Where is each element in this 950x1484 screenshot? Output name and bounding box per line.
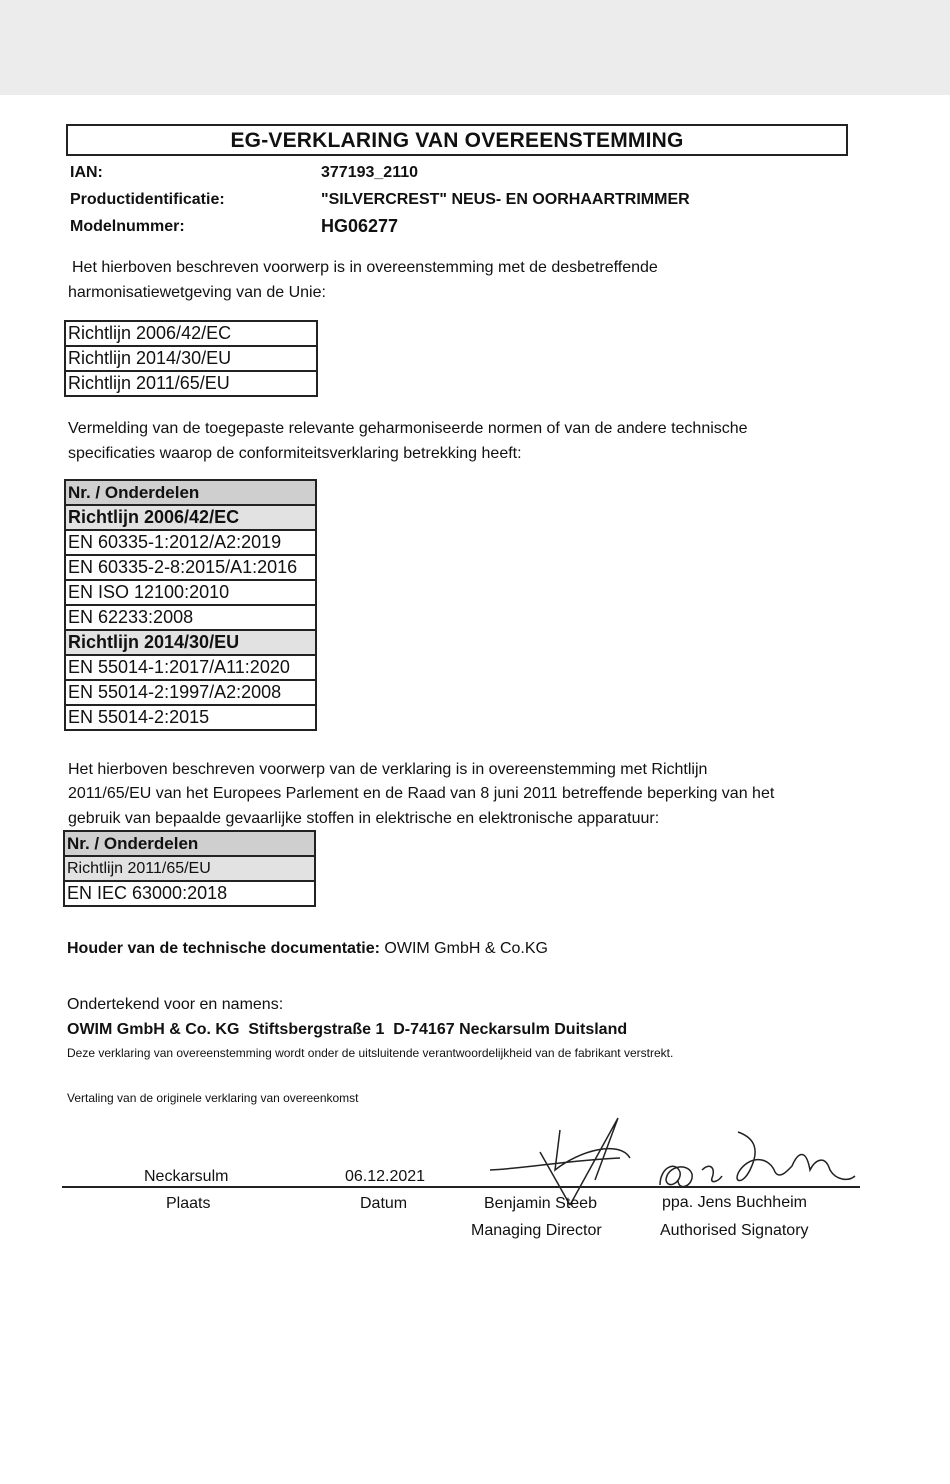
date-value: 06.12.2021 xyxy=(345,1168,426,1185)
model-number-value: HG06277 xyxy=(321,216,399,236)
rohs-standard-cell: EN IEC 63000:2018 xyxy=(64,881,315,906)
model-number-label: Modelnummer: xyxy=(70,218,185,235)
standard-cell: EN 55014-2:2015 xyxy=(65,705,316,730)
standard-cell: EN ISO 12100:2010 xyxy=(65,580,316,605)
standard-cell: EN 62233:2008 xyxy=(65,605,316,630)
rohs-intro-line-3: gebruik van bepaalde gevaarlijke stoffen in elektrische en elektronische apparatuur: xyxy=(68,810,660,827)
standard-cell: EN 60335-2-8:2015/A1:2016 xyxy=(65,555,316,580)
signer2-role: Authorised Signatory xyxy=(660,1222,809,1239)
holder-line xyxy=(67,940,548,958)
directive-cell: Richtlijn 2014/30/EU xyxy=(65,346,317,371)
translation-note: Vertaling van de originele verklaring van overeenkomst xyxy=(67,1091,359,1105)
directives-table xyxy=(64,320,318,397)
standards-intro-line-2: specificaties waarop de conformiteitsverklaring betrekking heeft: xyxy=(68,445,522,462)
standards-intro-line-1: Vermelding van de toegepaste relevante geharmoniseerde normen of van de andere technische xyxy=(68,420,748,437)
holder-value: OWIM GmbH & Co.KG xyxy=(379,940,548,957)
standards-table xyxy=(64,479,317,731)
standard-cell: EN 55014-1:2017/A11:2020 xyxy=(65,655,316,680)
rohs-header-cell: Nr. / Onderdelen xyxy=(64,831,315,856)
place-label: Plaats xyxy=(166,1195,211,1212)
standard-cell: EN 55014-2:1997/A2:2008 xyxy=(65,680,316,705)
document-title: EG-VERKLARING VAN OVEREENSTEMMING xyxy=(66,124,848,156)
company-line: OWIM GmbH & Co. KG Stiftsbergstraße 1 D-74167 Neckarsulm Duitsland xyxy=(67,1021,628,1038)
signer1-name: Benjamin Steeb xyxy=(484,1195,597,1212)
ian-value: 377193_2110 xyxy=(321,164,418,181)
standards-directive-cell: Richtlijn 2014/30/EU xyxy=(65,630,316,655)
signed-on-behalf: Ondertekend voor en namens: xyxy=(67,996,284,1013)
standard-cell: EN 60335-1:2012/A2:2019 xyxy=(65,530,316,555)
product-id-label: Productidentificatie: xyxy=(70,191,225,208)
signature-line xyxy=(62,1186,860,1188)
product-id-value: "SILVERCREST" NEUS- EN OORHAARTRIMMER xyxy=(321,191,690,208)
rohs-intro-line-2: 2011/65/EU van het Europees Parlement en de Raad van 8 juni 2011 betreffende beperking van het xyxy=(68,785,775,802)
ian-label: IAN: xyxy=(70,164,103,181)
rohs-directive-cell: Richtlijn 2011/65/EU xyxy=(64,856,315,881)
standards-directive-cell: Richtlijn 2006/42/EC xyxy=(65,505,316,530)
rohs-intro-line-1: Het hierboven beschreven voorwerp van de verklaring is in overeenstemming met Richtlijn xyxy=(68,761,708,778)
intro-line-2: harmonisatiewetgeving van de Unie: xyxy=(68,284,326,301)
top-band xyxy=(0,0,950,95)
directive-cell: Richtlijn 2006/42/EC xyxy=(65,321,317,346)
signer1-role: Managing Director xyxy=(471,1222,602,1239)
signer2-name: ppa. Jens Buchheim xyxy=(662,1194,807,1211)
holder-label: Houder van de technische documentatie: xyxy=(67,940,380,957)
directive-cell: Richtlijn 2011/65/EU xyxy=(65,371,317,396)
rohs-table xyxy=(63,830,316,907)
intro-line-1: Het hierboven beschreven voorwerp is in overeenstemming met de desbetreffende xyxy=(72,259,658,276)
standards-header-cell: Nr. / Onderdelen xyxy=(65,480,316,505)
date-label: Datum xyxy=(360,1195,408,1212)
responsibility-statement: Deze verklaring van overeenstemming wordt onder de uitsluitende verantwoordelijkheid van de fabrikant verstrekt. xyxy=(67,1046,674,1060)
place-value: Neckarsulm xyxy=(144,1168,229,1185)
